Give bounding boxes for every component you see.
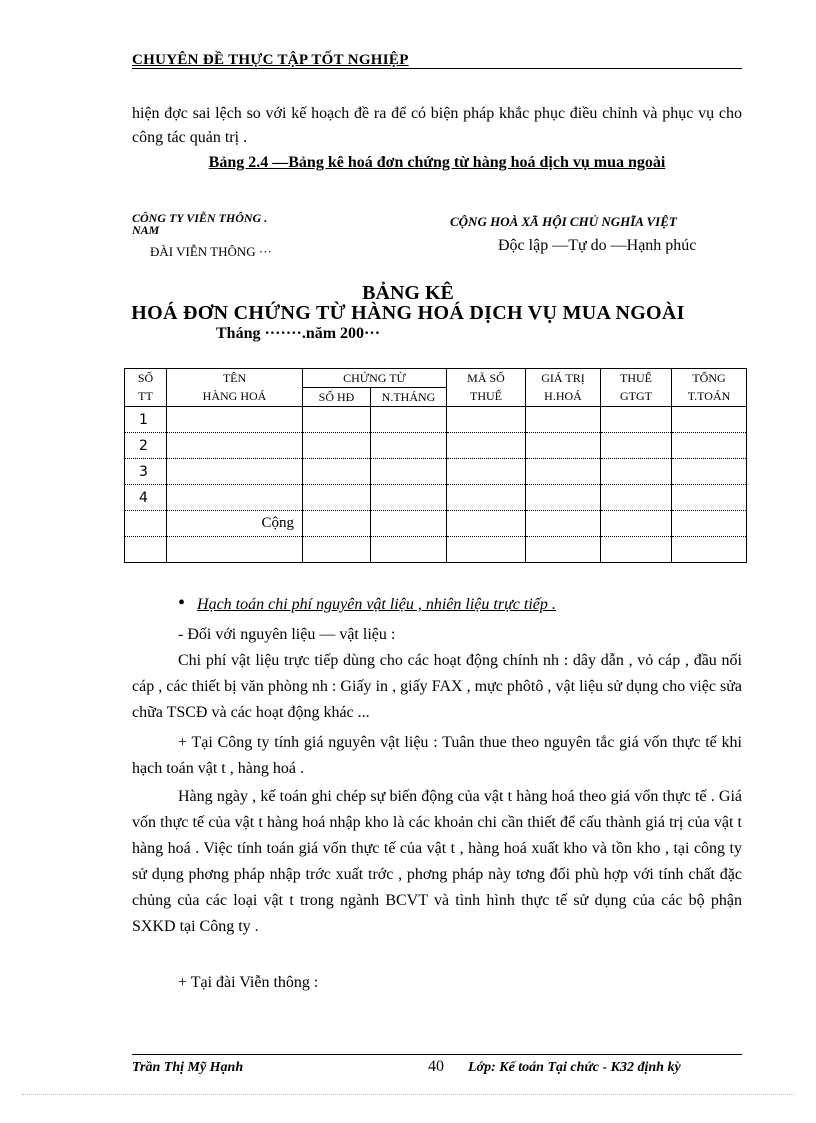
table-caption: Bảng 2.4 —Bảng kê hoá đơn chứng từ hàng hoá dịch vụ mua ngoài	[208, 154, 666, 171]
footer-divider	[132, 1054, 742, 1055]
footer-author: Trần Thị Mỹ Hạnh	[132, 1060, 244, 1075]
invoice-ledger-table	[124, 368, 747, 563]
page-bottom-edge	[22, 1094, 794, 1095]
table-row	[125, 433, 747, 459]
company-name-line2: NAM	[132, 223, 160, 237]
table-row	[125, 459, 747, 485]
row-number: 4	[125, 485, 167, 511]
company-name-line1: CÔNG TY VIỄN THÔNG .	[132, 211, 268, 225]
bullet-icon: •	[178, 592, 186, 614]
table-header-row	[125, 369, 747, 388]
col-header-so-hd: SỐ HĐ	[303, 388, 371, 407]
table-row	[125, 407, 747, 433]
section-bullet	[178, 592, 556, 615]
document-header-title: CHUYÊN ĐỀ THỰC TẬP TỐT NGHIỆP	[132, 52, 409, 68]
page-number: 40	[428, 1058, 444, 1075]
table-header-row	[125, 388, 747, 407]
form-title-subtitle: HOÁ ĐƠN CHỨNG TỪ HÀNG HOÁ DỊCH VỤ MUA NGOÀI	[131, 302, 685, 324]
form-title-main: BẢNG KÊ	[362, 282, 454, 304]
company-branch: ĐÀI VIỄN THÔNG ···	[150, 244, 272, 259]
col-header-gtgt: GTGT	[601, 388, 672, 407]
col-header-tt: TT	[125, 388, 167, 407]
section-heading: Hạch toán chi phí nguyên vật liệu , nhiên liệu trực tiếp .	[197, 596, 556, 613]
table-row	[125, 485, 747, 511]
national-motto: Độc lập —Tự do —Hạnh phúc	[498, 237, 697, 254]
col-header-ten: TÊN	[167, 369, 303, 388]
col-header-gia-tri: GIÁ TRỊ	[526, 369, 601, 388]
paragraph-valuation: + Tại Công ty tính giá nguyên vật liệu : Tuân thue theo nguyên tắc giá vốn thực tế khi hạch toán vật t , hàng hoá .	[132, 734, 742, 777]
total-label: Cộng	[167, 511, 303, 537]
table-row	[125, 537, 747, 563]
col-header-tong: TỔNG	[672, 369, 747, 388]
form-title-period: Tháng ·······.năm 200···	[216, 325, 381, 342]
row-number: 2	[125, 433, 167, 459]
paragraph-station: + Tại đài Viễn thông :	[178, 974, 319, 991]
row-number: 3	[125, 459, 167, 485]
intro-paragraph: hiện đợc sai lệch so với kế hoạch đề ra để có biện pháp khắc phục điều chỉnh và phục vụ cho công tác quản trị .	[132, 105, 742, 146]
paragraph-daily-recording: Hàng ngày , kế toán ghi chép sự biến động của vật t hàng hoá theo giá vốn thực tế . Giá vốn thực tế của vật t hàng hoá nhập kho là các khoản chi cần thiết để cấu thành giá trị của vật t hàng hoá . Việc tính toán giá vốn thực tế của vật t , hàng hoá xuất kho và tồn kho , tại công ty sử dụng phơng pháp nhập trớc xuất trớc , phơng pháp này tơng đối phù hợp với tính chất đặc chủng của các loại vật t trong ngành BCVT và tình hình thực tế sử dụng của các bộ phận SXKD tại Công ty .	[132, 788, 742, 935]
republic-title: CỘNG HOÀ XÃ HỘI CHỦ NGHĨA VIỆT	[450, 214, 677, 229]
row-number: 1	[125, 407, 167, 433]
col-header-thue: THUẾ	[601, 369, 672, 388]
col-header-n-thang: N.THÁNG	[371, 388, 447, 407]
col-header-t-toan: T.TOÁN	[672, 388, 747, 407]
paragraph-direct-costs: Chi phí vật liệu trực tiếp dùng cho các hoạt động chính nh : dây dẫn , vỏ cáp , đầu nối cáp , các thiết bị văn phòng nh : Giấy in , giấy FAX , mực phôtô , vật liệu sử dụng cho việc sửa chữa TSCĐ và các hoạt động khác ...	[132, 652, 742, 721]
company-name	[132, 212, 267, 236]
header-divider	[132, 68, 742, 69]
table-total-row	[125, 511, 747, 537]
col-header-hang-hoa: HÀNG HOÁ	[167, 388, 303, 407]
col-header-chung-tu: CHỨNG TỪ	[303, 369, 447, 388]
col-header-so: SỐ	[125, 369, 167, 388]
paragraph-materials: - Đối với nguyên liệu — vật liệu :	[178, 626, 396, 643]
col-header-ma-so: MÃ SỐ	[447, 369, 526, 388]
col-header-h-hoa: H.HOÁ	[526, 388, 601, 407]
col-header-thue-ma: THUẾ	[447, 388, 526, 407]
footer-class: Lớp: Kế toán Tại chức - K32 định kỳ	[468, 1060, 681, 1075]
